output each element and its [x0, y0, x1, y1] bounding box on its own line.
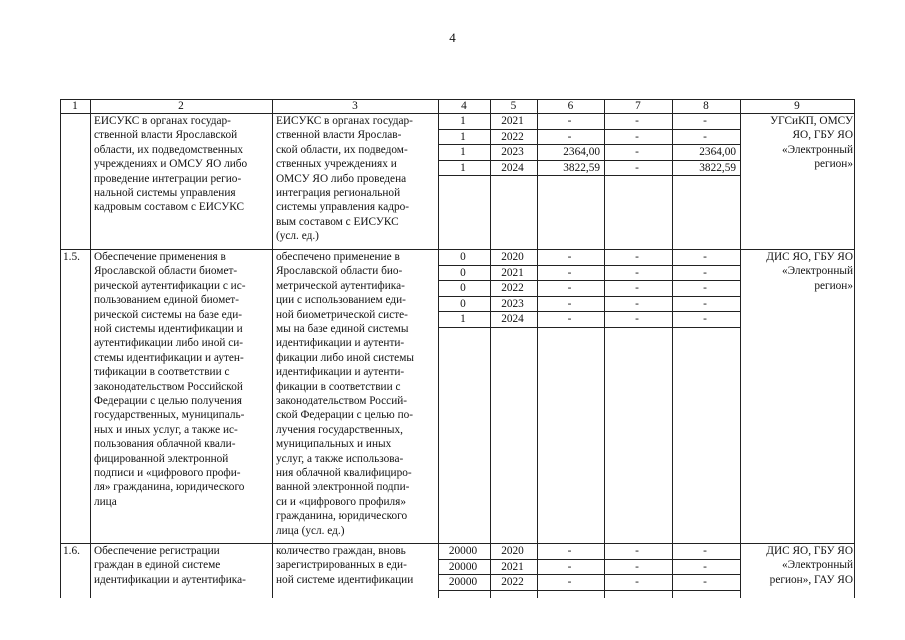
year-cell-c7: -: [635, 115, 639, 127]
header-cell: 4: [461, 100, 467, 112]
year-cell-c7: -: [635, 297, 639, 310]
responsible-text-line: ДИС ЯО, ГБУ ЯО: [766, 545, 853, 557]
column-border: [740, 99, 741, 598]
header-cell: 9: [794, 100, 800, 112]
indicator-text-line: ОМСУ ЯО либо проведена: [276, 172, 407, 185]
year-cell-c4: 1: [460, 313, 466, 325]
year-cell-c5: 2022: [501, 282, 524, 294]
year-row-border: [438, 327, 740, 328]
year-cell-c6: -: [567, 115, 572, 127]
year-cell-c6: -: [567, 282, 572, 294]
row-number: 1.5.: [63, 251, 80, 263]
header-cell: 6: [567, 100, 574, 112]
year-cell-c7: -: [635, 251, 639, 263]
year-row-border: [438, 590, 740, 591]
year-cell-c8: -: [703, 545, 707, 557]
year-cell-c6: -: [567, 313, 572, 325]
year-cell-c5: 2021: [501, 115, 524, 127]
indicator-text-line: количество граждан, вновь: [276, 545, 406, 557]
year-cell-c8: 3822,59: [699, 161, 736, 174]
year-cell-c8: -: [703, 560, 707, 573]
indicator-text-line: мы на базе единой системы: [276, 323, 409, 335]
responsible-text-line: «Электронный: [781, 559, 853, 572]
indicator-text-line: интеграция региональной: [276, 187, 401, 199]
year-cell-c6: -: [567, 251, 572, 263]
year-cell-c5: 2022: [501, 576, 524, 588]
header-cell: 1: [72, 100, 78, 112]
indicator-text-line: законодательством Россий-: [276, 395, 408, 407]
year-cell-c4: 1: [460, 161, 466, 174]
year-cell-c7: -: [635, 130, 639, 143]
event-text-line: идентификации и аутентифика-: [94, 573, 246, 586]
responsible-text-line: ДИС ЯО, ГБУ ЯО: [766, 251, 853, 263]
responsible-text-line: УГСиКП, ОМСУ: [770, 115, 853, 127]
event-text-line: рической аутентификации с ис-: [94, 279, 246, 292]
year-cell-c7: -: [635, 282, 639, 294]
event-text-line: области, их подведомственных: [94, 143, 244, 156]
responsible-text-line: регион», ГАУ ЯО: [769, 573, 853, 586]
year-cell-c4: 0: [460, 297, 466, 310]
year-cell-c5: 2024: [501, 161, 524, 174]
event-text-line: фицированной электронной: [94, 452, 229, 465]
event-text-line: ственной власти Ярославской: [94, 129, 238, 142]
year-cell-c5: 2022: [501, 130, 524, 143]
indicator-text-line: идентификации и аутенти-: [276, 337, 405, 350]
year-cell-c5: 2023: [501, 146, 524, 158]
column-border: [90, 99, 91, 598]
year-cell-c6: -: [567, 560, 572, 573]
responsible-text-line: «Электронный: [781, 265, 853, 278]
event-text-line: ных и иных услуг, а также ис-: [94, 423, 238, 436]
year-cell-c8: -: [703, 115, 707, 127]
column-border: [672, 99, 673, 598]
indicator-text-line: (усл. ед.): [276, 230, 319, 243]
year-cell-c5: 2021: [501, 266, 524, 279]
year-cell-c6: -: [567, 297, 572, 310]
header-cell: 7: [635, 100, 641, 112]
event-text-line: Обеспечение регистрации: [94, 545, 220, 557]
indicator-text-line: идентификации и аутенти-: [276, 366, 405, 379]
indicator-text-line: вым составом с ЕИСУКС: [276, 215, 399, 228]
year-cell-c7: -: [635, 545, 639, 557]
responsible-text-line: ЯО, ГБУ ЯО: [792, 129, 853, 142]
year-row-border: [438, 175, 740, 176]
indicator-text-line: ной системе идентификации: [276, 573, 414, 586]
year-cell-c7: -: [635, 266, 639, 279]
event-text-line: кадровым составом с ЕИСУКС: [94, 201, 245, 214]
event-text-line: ЕИСУКС в органах государ-: [94, 115, 231, 127]
event-text-line: аутентификации либо иной си-: [94, 337, 244, 350]
year-cell-c4: 0: [460, 266, 466, 279]
indicator-text-line: обеспечено применение в: [276, 251, 400, 263]
event-text-line: нальной системы управления: [94, 187, 236, 199]
column-border: [438, 99, 439, 598]
year-cell-c8: -: [703, 251, 707, 263]
event-text-line: учреждениях и ОМСУ ЯО либо: [94, 158, 248, 171]
event-text-line: пользованием единой биомет-: [94, 294, 239, 307]
indicator-text-line: лучения государственных,: [276, 423, 403, 436]
year-cell-c4: 0: [460, 251, 466, 263]
column-border: [604, 99, 605, 598]
indicator-text-line: ственных учреждениях и: [276, 158, 397, 171]
event-text-line: пользования облачной квали-: [94, 438, 236, 451]
year-cell-c6: 3822,59: [563, 161, 600, 174]
year-cell-c6: -: [567, 130, 572, 143]
indicator-text-line: ЕИСУКС в органах государ-: [276, 115, 413, 127]
year-cell-c8: -: [703, 266, 707, 279]
event-text-line: подписи и «цифрового профи-: [94, 467, 241, 479]
header-cell: 2: [178, 100, 184, 112]
indicator-text-line: услуг, а также использова-: [276, 452, 404, 465]
year-cell-c5: 2020: [501, 251, 524, 263]
year-cell-c8: -: [703, 576, 707, 588]
year-cell-c4: 20000: [448, 560, 478, 573]
page-number: 4: [449, 30, 456, 45]
year-cell-c4: 0: [460, 282, 466, 294]
event-text-line: граждан в единой системе: [94, 559, 221, 572]
year-cell-c6: 2364,00: [563, 146, 600, 158]
indicator-text-line: ной биометрической систе-: [276, 308, 408, 321]
column-border: [537, 99, 538, 598]
event-text-line: Обеспечение применения в: [94, 251, 226, 263]
year-cell-c7: -: [635, 313, 639, 325]
indicator-text-line: метрической аутентифика-: [276, 279, 405, 292]
year-cell-c7: -: [635, 146, 639, 158]
event-text-line: законодательством Российской: [94, 380, 243, 393]
column-border: [490, 99, 491, 598]
year-cell-c4: 20000: [448, 545, 478, 557]
year-cell-c7: -: [635, 161, 639, 174]
year-cell-c5: 2021: [501, 560, 524, 573]
indicator-text-line: ния облачной квалифициро-: [276, 467, 412, 479]
event-text-line: лица: [94, 495, 117, 508]
year-cell-c4: 1: [460, 146, 466, 158]
event-text-line: ля» гражданина, юридического: [94, 481, 245, 494]
event-text-line: Ярославской области биомет-: [94, 265, 238, 278]
indicator-text-line: ской Федерации с целью по-: [276, 409, 414, 422]
responsible-text-line: «Электронный: [781, 143, 853, 156]
year-cell-c8: -: [703, 297, 707, 310]
column-border: [272, 99, 273, 598]
event-text-line: государственных, муниципаль-: [94, 409, 245, 422]
year-cell-c8: -: [703, 130, 707, 143]
indicator-text-line: фикации либо иной системы: [276, 351, 414, 364]
year-cell-c8: -: [703, 282, 707, 294]
indicator-text-line: муниципальных и иных: [276, 438, 392, 451]
event-text-line: рической системы на базе еди-: [94, 308, 243, 321]
year-cell-c6: -: [567, 545, 572, 557]
year-cell-c5: 2024: [501, 313, 524, 325]
column-border: [854, 99, 855, 598]
column-border: [60, 99, 61, 598]
indicator-text-line: Ярославской области био-: [276, 265, 403, 278]
indicator-text-line: фикации в соответствии с: [276, 380, 401, 393]
year-cell-c8: 2364,00: [699, 146, 736, 158]
indicator-text-line: ственной власти Ярослав-: [276, 129, 402, 142]
indicator-text-line: зарегистрированных в еди-: [276, 559, 407, 572]
event-text-line: тификации в соответствии с: [94, 366, 230, 379]
year-cell-c6: -: [567, 266, 572, 279]
year-cell-c4: 20000: [448, 576, 478, 588]
responsible-text-line: регион»: [814, 279, 853, 292]
row-number: 1.6.: [63, 545, 80, 557]
event-text-line: Федерации с целью получения: [94, 395, 242, 407]
year-cell-c6: -: [567, 576, 572, 588]
year-cell-c5: 2020: [501, 545, 524, 557]
indicator-text-line: си и «цифрового профиля»: [276, 495, 407, 508]
indicator-text-line: ванной электронной подпи-: [276, 481, 410, 494]
year-cell-c5: 2023: [501, 297, 524, 310]
event-text-line: проведение интеграции регио-: [94, 172, 242, 185]
indicator-text-line: ской области, их подведом-: [276, 143, 408, 156]
event-text-line: ной системы идентификации и: [94, 323, 243, 335]
year-cell-c8: -: [703, 313, 707, 325]
year-cell-c7: -: [635, 560, 639, 573]
header-cell: 5: [510, 100, 517, 112]
year-cell-c7: -: [635, 576, 639, 588]
indicator-text-line: ции с использованием еди-: [276, 294, 406, 307]
header-cell: 3: [352, 100, 358, 112]
indicator-text-line: лица (усл. ед.): [276, 524, 345, 537]
responsible-text-line: регион»: [814, 158, 853, 171]
year-cell-c4: 1: [460, 115, 466, 127]
indicator-text-line: гражданина, юридического: [276, 510, 408, 523]
header-cell: 8: [703, 100, 709, 112]
year-cell-c4: 1: [460, 130, 466, 143]
indicator-text-line: системы управления кадро-: [276, 201, 410, 214]
event-text-line: стемы идентификации и аутен-: [94, 351, 244, 364]
